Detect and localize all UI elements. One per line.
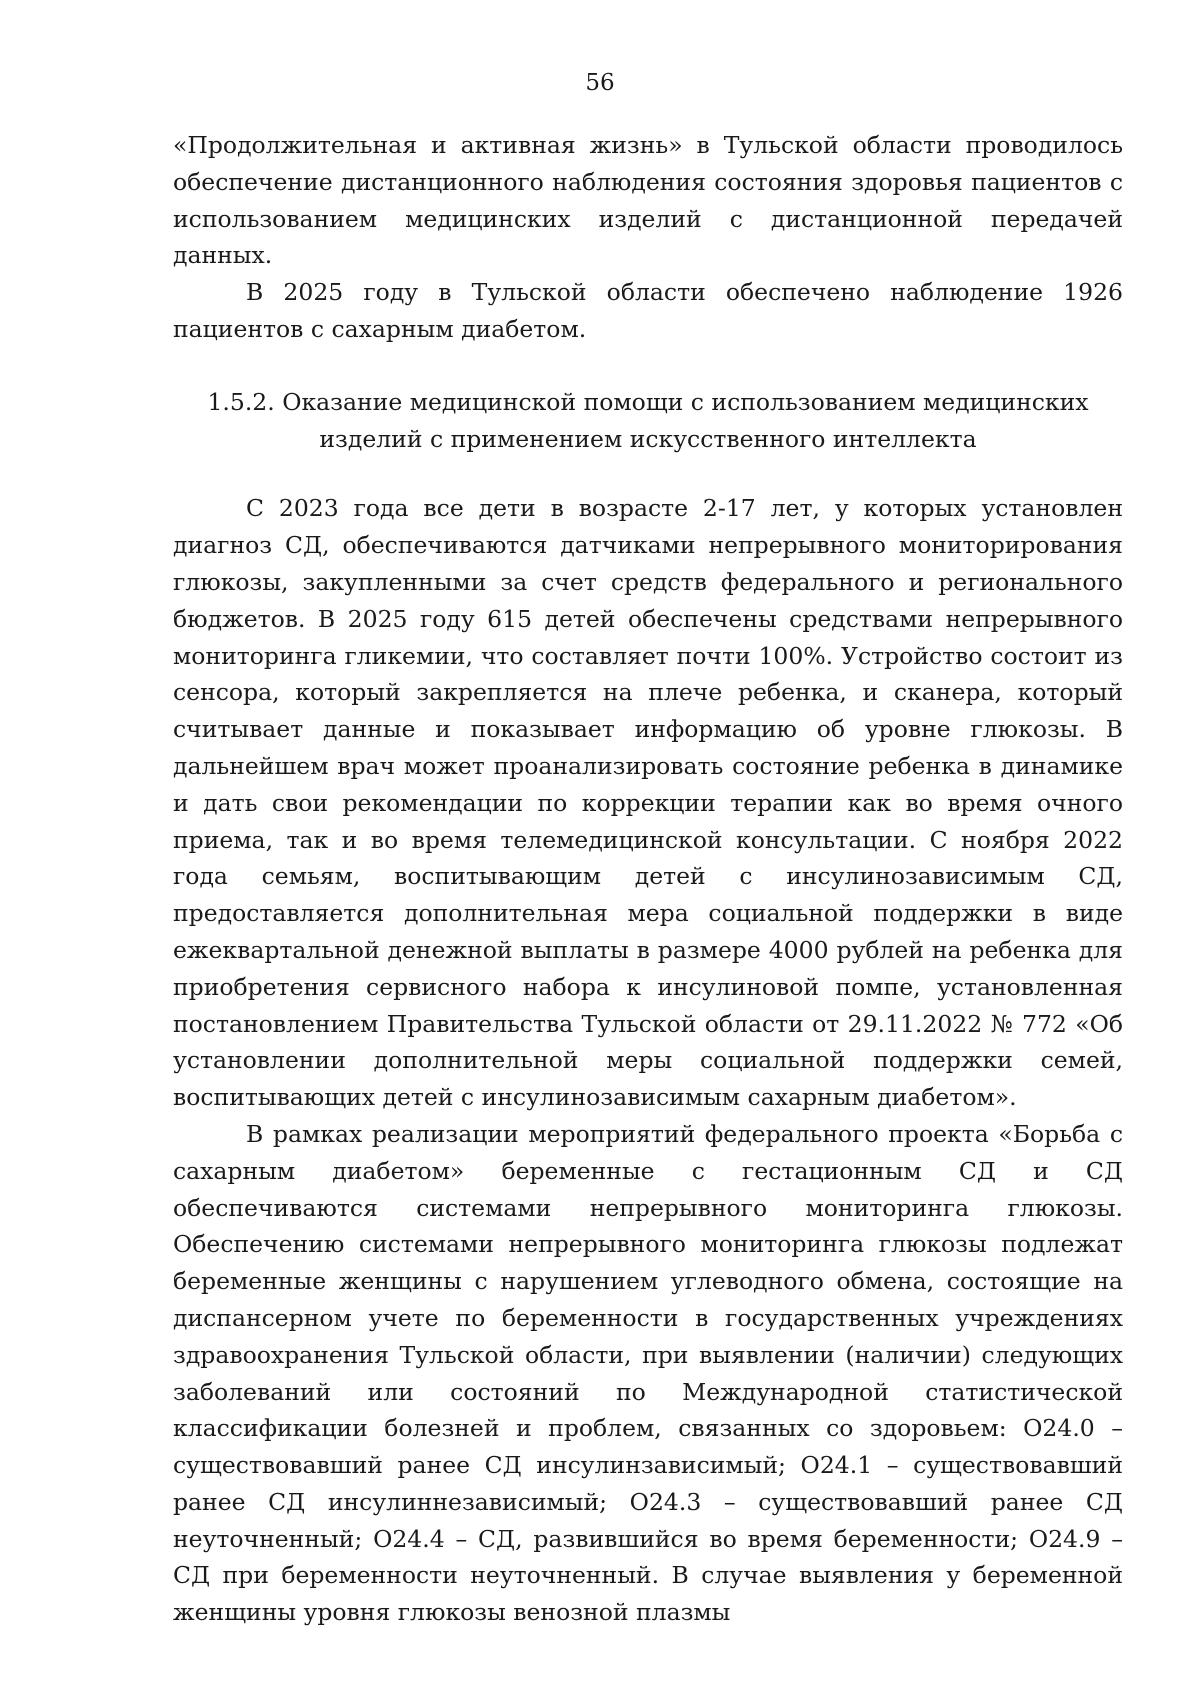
paragraph-continuation: «Продолжительная и активная жизнь» в Тульской области проводилось обеспечение дистанционного наблюдения состояния здоровья пациентов с использованием медицинских изделий с дистанционной передачей данных.	[173, 131, 1123, 270]
paragraph-children-monitoring: С 2023 года все дети в возрасте 2-17 лет, у которых установлен диагноз СД, обеспечиваются датчиками непрерывного мониторирования глюкозы, закупленными за счет средств федерального и регионального бюджетов. В 2025 году 615 детей обеспечены средствами непрерывного мониторинга гликемии, что составляет почти 100%. Устройство состоит из сенсора, который закрепляется на плече ребенка, и сканера, который считывает данные и показывает информацию об уровне глюкозы. В дальнейшем врач может проанализировать состояние ребенка в динамике и дать свои рекомендации по коррекции терапии как во время очного приема, так и во время телемедицинской консультации. С ноября 2022 года семьям, воспитывающим детей с инсулинозависимым СД, предоставляется дополнительная мера социальной поддержки в виде ежеквартальной денежной выплаты в размере 4000 рублей на ребенка для приобретения сервисного набора к инсулиновой помпе, установленная постановлением Правительства Тульской области от 29.11.2022 № 772 «Об установлении дополнительной меры социальной поддержки семей, воспитывающих детей с инсулинозависимым сахарным диабетом».	[173, 494, 1123, 1112]
page-body	[173, 127, 1123, 1631]
paragraph-patients-observation: В 2025 году в Тульской области обеспечено наблюдение 1926 пациентов с сахарным диабетом.	[173, 278, 1123, 343]
page-number: 56	[585, 70, 615, 96]
paragraph-pregnant-monitoring: В рамках реализации мероприятий федерального проекта «Борьба с сахарным диабетом» беременные с гестационным СД и СД обеспечиваются системами непрерывного мониторинга глюкозы. Обеспечению системами непрерывного мониторинга глюкозы подлежат беременные женщины с нарушением углеводного обмена, состоящие на диспансерном учете по беременности в государственных учреждениях здравоохранения Тульской области, при выявлении (наличии) следующих заболеваний или состояний по Международной статистической классификации болезней и проблем, связанных со здоровьем: О24.0 – существовавший ранее СД инсулинзависимый; О24.1 – существовавший ранее СД инсулиннезависимый; О24.3 – существовавший ранее СД неуточненный; О24.4 – СД, развившийся во время беременности; О24.9 – СД при беременности неуточненный. В случае выявления у беременной женщины уровня глюкозы венозной плазмы	[173, 1119, 1123, 1627]
section-heading	[173, 384, 1123, 458]
section-heading-line-1: 1.5.2. Оказание медицинской помощи с использованием медицинских	[207, 387, 1089, 416]
section-heading-line-2: изделий с применением искусственного интеллекта	[319, 424, 977, 453]
